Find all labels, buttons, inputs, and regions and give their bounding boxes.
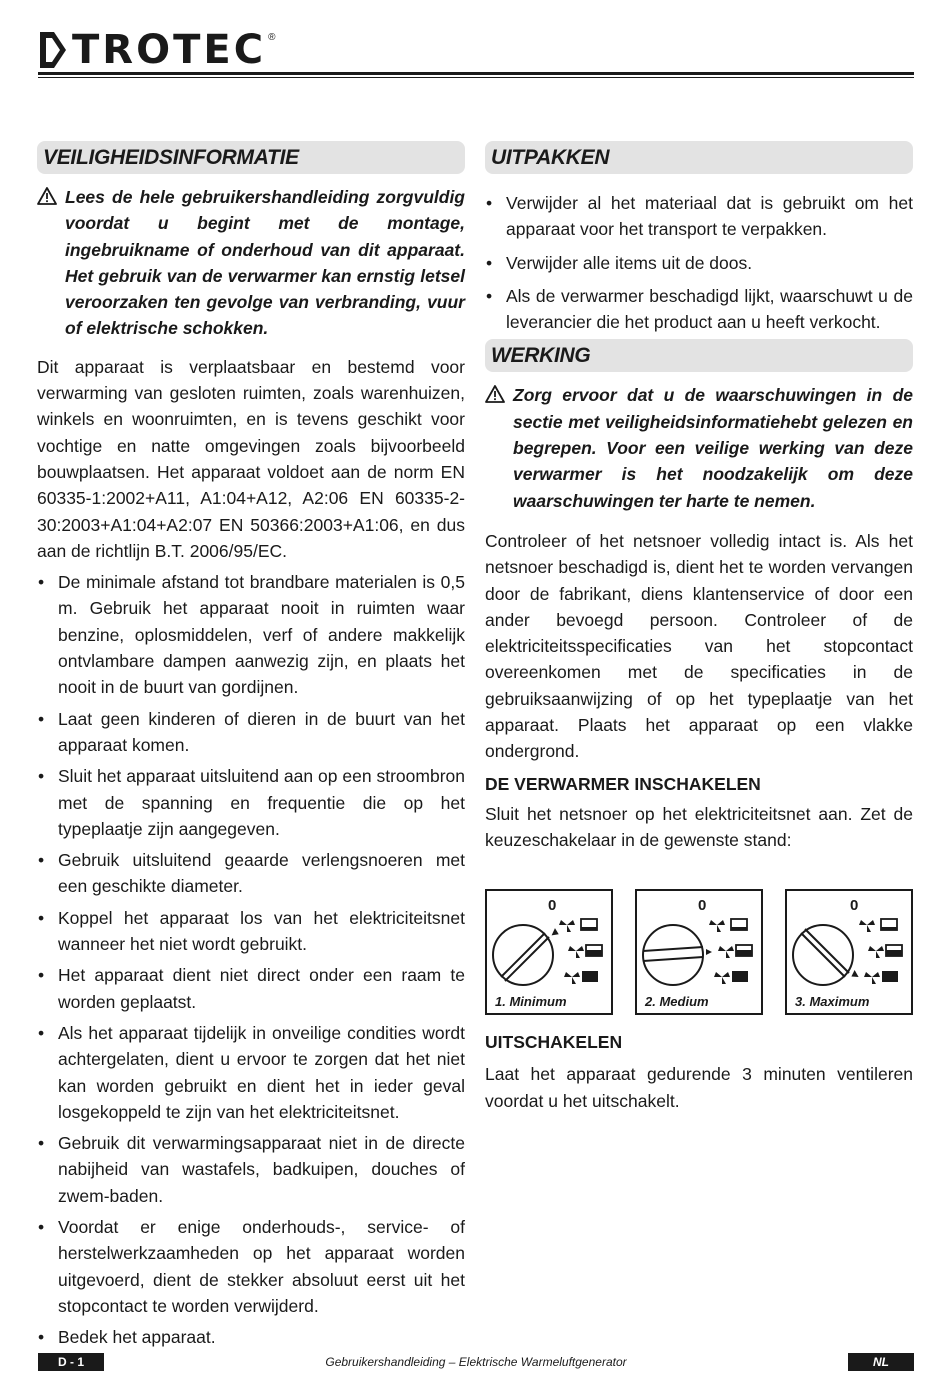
dial-zero-label: 0 [850,897,859,915]
dial-label: 2. Medium [645,994,709,1010]
page-header [38,28,914,78]
dial-medium [635,889,763,1015]
list-item: • Koppel het apparaat los van het elektriciteitsnet wanneer het niet wordt gebruikt. [37,905,465,958]
footer-title-text: Gebruikershandleiding – Elektrische Warmeluftgenerator [319,1355,632,1369]
section-title-safety: VEILIGHEIDSINFORMATIE [37,141,465,174]
list-item: • Bedek het apparaat. [37,1324,465,1350]
section-title-operation: WERKING [485,339,913,372]
trotec-chevron-icon [38,30,68,70]
dial-label: 3. Maximum [795,994,870,1010]
warning-triangle-icon [37,184,59,342]
switch-off-heading: UITSCHAKELEN [485,1032,623,1053]
page-footer [38,1353,914,1371]
list-item: • Voordat er enige onderhouds-, service- of herstelwerkzaamheden op het apparaat worden uitgevoerd, dient de stekker absoluut eerst uit het stopcontact te worden verwijderd. [37,1214,465,1319]
brand-name: TROTEC [72,27,267,73]
dial-maximum [785,889,913,1015]
operation-paragraph: Controleer of het netsnoer volledig intact is. Als het netsnoer beschadigd is, dient het te worden vervangen door de fabrikant, diens klantenservice of door een ander bevoegd persoon. Controleer of de elektriciteitsspecificaties van het stopcontact overeenkomen met de specificaties in de gebruiksaanwijzing of op het typeplaatje van het apparaat. Plaats het apparaat op een vlakke ondergrond. [485,530,913,762]
switch-off-paragraph: Laat het apparaat gedurende 3 minuten ventileren voordat u het uitschakelt. [485,1064,913,1111]
brand-logo [38,28,275,72]
list-item: • Gebruik dit verwarmingsapparaat niet in de directe nabijheid van wastafels, badkuipen, douches of zwem-baden. [37,1130,465,1209]
warning-triangle-icon [485,382,507,513]
switch-on-heading: DE VERWARMER INSCHAKELEN [485,773,761,794]
language-code: NL [848,1353,914,1371]
section-title-unpack: UITPAKKEN [485,141,913,174]
page-number: D - 1 [38,1353,104,1371]
intro-paragraph: Dit apparaat is verplaatsbaar en bestemd voor verwarming van gesloten ruimten, zoals warenhuizen, winkels en woonruimten, en is tevens geschikt voor vochtige en natte omgevingen zoals bijvoorbeeld bouwplaatsen. Het apparaat voldoet aan de norm EN 60335-1:2002+A11, A1:04+A12, A2:06 EN 60335-2-30:2003+A1:04+A2:07 EN 50366:2003+A1:06, en dus aan de richtlijn B.T. 2006/95/EC. [37,356,465,561]
registered-mark: ® [268,32,276,43]
list-item: • Verwijder alle items uit de doos. [485,250,913,276]
list-item: • Verwijder al het materiaal dat is gebruikt om het apparaat voor het transport te verpakken. [485,190,913,243]
operation-warning-text: Zorg ervoor dat u de waarschuwingen in de sectie met veiligheidsinformatiehebt gelezen en begrepen. Voor een veilige werking van deze verwarmer is het noodzakelijk om deze waarschuwingen ter harte te nemen. [513,385,913,511]
list-item: • Als de verwarmer beschadigd lijkt, waarschuwt u de leverancier die het product aan u heeft verkocht. [485,283,913,336]
operation-warning [485,382,913,513]
safety-warning [37,184,465,342]
list-item: • Het apparaat dient niet direct onder een raam te worden geplaatst. [37,962,465,1015]
dial-zero-label: 0 [548,897,557,915]
list-item: • Laat geen kinderen of dieren in de buurt van het apparaat komen. [37,706,465,759]
dial-label: 1. Minimum [495,994,567,1010]
safety-warning-text: Lees de hele gebruikershandleiding zorgvuldig voordat u begint met de montage, ingebruikname of onderhoud van dit apparaat. Het gebruik van de verwarmer kan ernstig letsel veroorzaken ten gevolge van verbranding, vuur of elektrische schokken. [65,187,465,339]
switch-on-paragraph: Sluit het netsnoer op het elektriciteitsnet aan. Zet de keuzeschakelaar in de gewenste stand: [485,803,913,850]
list-item: • Sluit het apparaat uitsluitend aan op een stroombron met de spanning en frequentie die op het typeplaatje zijn aangegeven. [37,763,465,842]
footer-title [104,1353,848,1371]
switch-positions-figure [485,889,913,1015]
list-item: • Als het apparaat tijdelijk in onveilige condities wordt achtergelaten, dient u ervoor te zorgen dat het niet kan worden gebruikt en dient het in ieder geval losgekoppeld te zijn van het elektriciteitsnet. [37,1020,465,1125]
dial-zero-label: 0 [698,897,707,915]
list-item: • De minimale afstand tot brandbare materialen is 0,5 m. Gebruik het apparaat nooit in ruimten waar benzine, oplosmiddelen, verf of andere makkelijk ontvlambare dampen aanwezig zijn, en plaats het nooit in de buurt van gordijnen. [37,569,465,700]
left-column [37,141,465,1350]
right-column [485,141,913,1114]
dial-minimum [485,889,613,1015]
unpack-bullet-list [485,190,913,335]
header-rule [38,72,914,78]
list-item: • Gebruik uitsluitend geaarde verlengsnoeren met een geschikte diameter. [37,847,465,900]
safety-bullet-list [37,569,465,1350]
